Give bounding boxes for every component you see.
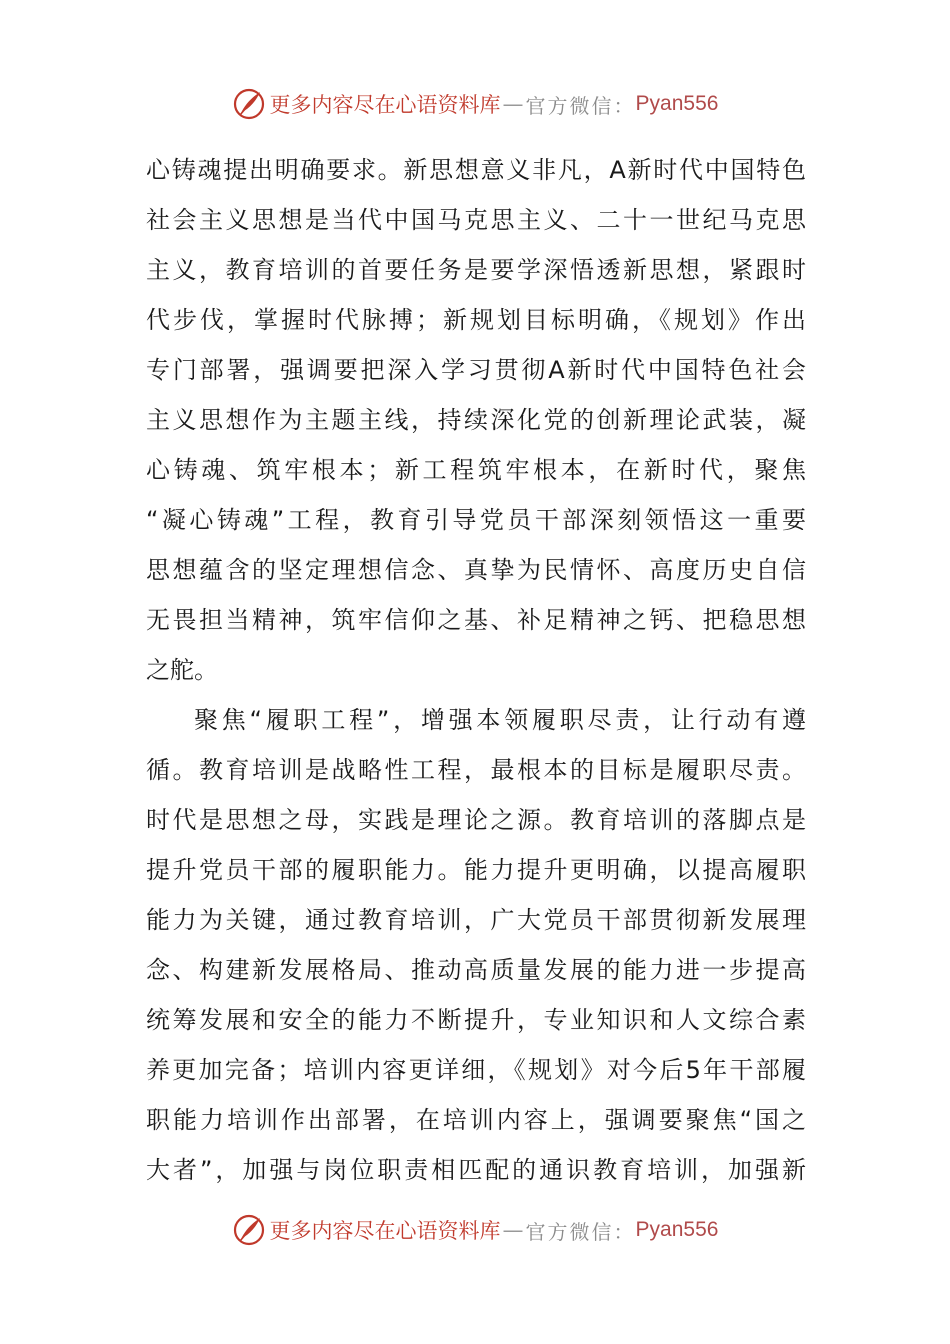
text-line: 代步伐，掌握时代脉搏；新规划目标明确，《规划》作出 [146, 306, 806, 334]
text-line: 养更加完备；培训内容更详细，《规划》对今后5年干部履 [146, 1056, 806, 1084]
banner-wechat-id: Pyan556 [635, 1218, 719, 1241]
quill-logo-icon [232, 87, 266, 121]
text-line: 时代是思想之母，实践是理论之源。教育培训的落脚点是 [146, 806, 806, 834]
banner-brand-text: 更多内容尽在心语资料库 [269, 93, 501, 117]
banner-contact-label: 官方微信： [525, 93, 636, 118]
paragraph-1 [146, 145, 806, 695]
paragraph-2 [146, 695, 806, 1195]
banner-contact-label: 官方微信： [525, 1219, 636, 1244]
header-banner [0, 84, 950, 124]
text-line: 心铸魂提出明确要求。新思想意义非凡，A新时代中国特色 [146, 156, 806, 184]
text-line: 循。教育培训是战略性工程，最根本的目标是履职尽责。 [146, 756, 806, 784]
text-line: 职能力培训作出部署，在培训内容上，强调要聚焦“国之 [146, 1106, 806, 1134]
text-line: 思想蕴含的坚定理想信念、真挚为民情怀、高度历史自信 [146, 556, 806, 584]
text-line: 念、构建新发展格局、推动高质量发展的能力进一步提高 [146, 956, 806, 984]
text-line: “凝心铸魂”工程，教育引导党员干部深刻领悟这一重要 [146, 506, 806, 534]
banner-brand-text: 更多内容尽在心语资料库 [269, 1219, 501, 1243]
banner-dash: — [502, 92, 524, 116]
text-line: 大者”，加强与岗位职责相匹配的通识教育培训，加强新 [146, 1156, 806, 1184]
banner-dash: — [502, 1218, 524, 1242]
text-line: 主义，教育培训的首要任务是要学深悟透新思想，紧跟时 [146, 256, 806, 284]
text-line: 能力为关键，通过教育培训，广大党员干部贯彻新发展理 [146, 906, 806, 934]
text-line: 社会主义思想是当代中国马克思主义、二十一世纪马克思 [146, 206, 806, 234]
footer-banner [0, 1210, 950, 1250]
text-line: 统筹发展和安全的能力不断提升，专业知识和人文综合素 [146, 1006, 806, 1034]
text-line: 心铸魂、筑牢根本；新工程筑牢根本，在新时代，聚焦 [146, 456, 806, 484]
document-body [146, 145, 806, 1195]
banner-wechat-id: Pyan556 [635, 92, 719, 115]
text-line: 无畏担当精神，筑牢信仰之基、补足精神之钙、把稳思想 [146, 606, 806, 634]
quill-logo-icon [232, 1213, 266, 1247]
text-line: 聚焦“履职工程”，增强本领履职尽责，让行动有遵 [194, 706, 806, 734]
text-line: 之舵。 [146, 656, 218, 684]
text-line: 主义思想作为主题主线，持续深化党的创新理论武装，凝 [146, 406, 806, 434]
text-line: 提升党员干部的履职能力。能力提升更明确，以提高履职 [146, 856, 806, 884]
text-line: 专门部署，强调要把深入学习贯彻A新时代中国特色社会 [146, 356, 806, 384]
